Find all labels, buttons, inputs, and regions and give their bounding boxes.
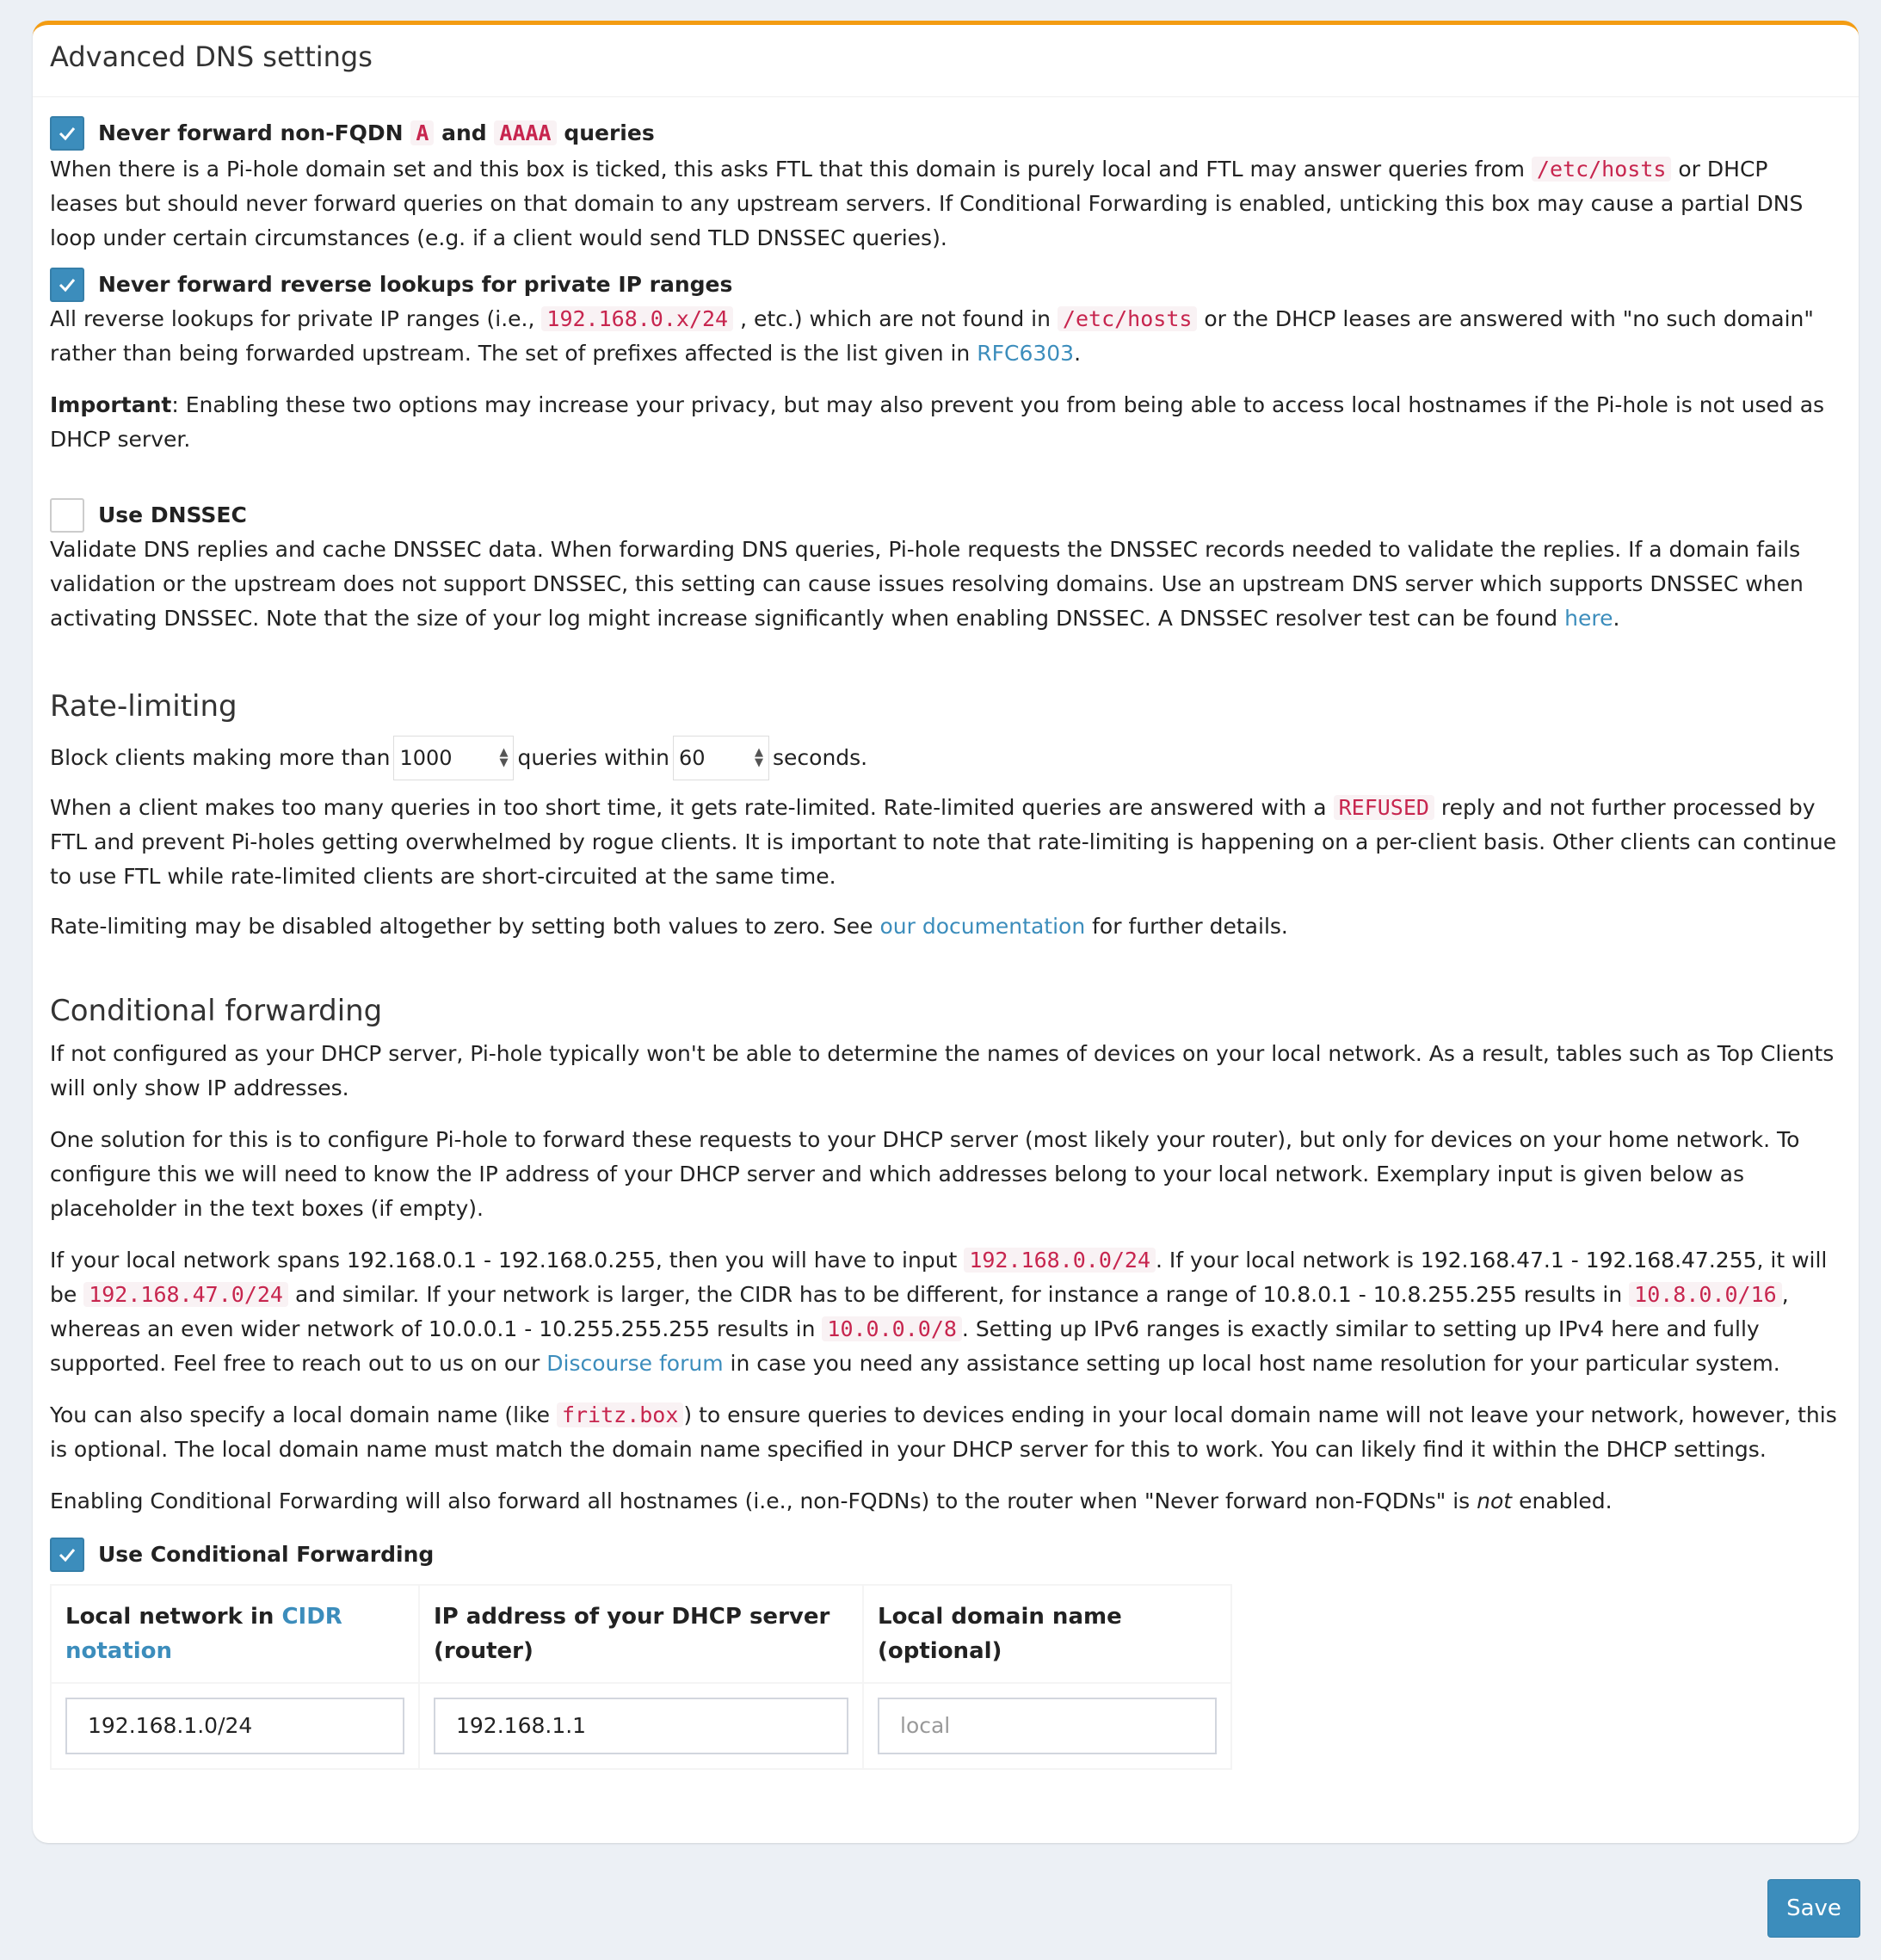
rate-count-input[interactable] xyxy=(393,736,514,780)
code-a: A xyxy=(410,120,434,145)
dnssec-desc-end: . xyxy=(1613,606,1620,631)
rate-prefix: Block clients making more than xyxy=(50,745,391,770)
non-fqdn-desc-2: or DHCP leases but should never forward queries on that domain to any upstream servers. If Conditional Forwarding is enabled, unticking this box may cause a partial DNS loop under certain circumstances (e.g. if a client would send TLD DNSSEC queries). xyxy=(50,157,1804,250)
rate-count-value: 1000 xyxy=(399,746,453,770)
rate-desc-2: reply and not further processed by FTL and prevent Pi-holes getting overwhelmed by rogue clients. It is important to note that rate-limiting is happening on a per-client basis. Other clients can continue to use FTL while rate-limited clients are short-circuited at the same time. xyxy=(50,795,1837,889)
documentation-link[interactable]: our documentation xyxy=(879,914,1086,939)
code-private-range: 192.168.0.x/24 xyxy=(541,306,733,331)
router-ip-input[interactable]: 192.168.1.1 xyxy=(434,1698,848,1754)
dnssec-test-link[interactable]: here xyxy=(1564,606,1613,631)
non-fqdn-row xyxy=(50,116,1841,151)
cond-paragraph-2: One solution for this is to configure Pi-hole to forward these requests to your DHCP server (most likely your router), but only for devices on your home network. To configure this we will need to know the IP address of your DHCP server and which addresses belong to your local network. Exemplary input is given below as placeholder in the text boxes (if empty). xyxy=(50,1127,1800,1221)
rate-suffix: seconds. xyxy=(773,745,868,770)
cond-p3-text-e: . Setting up IPv6 ranges is exactly similar to setting up IPv4 here and fully supported. Feel free to reach out to us on our xyxy=(50,1316,1760,1376)
rate-desc-1: When a client makes too many queries in too short time, it gets rate-limited. Rate-limited queries are answered with a xyxy=(50,795,1327,820)
box-header xyxy=(33,25,1859,97)
table-row xyxy=(51,1683,1231,1769)
code-cidr-1: 192.168.0.0/24 xyxy=(964,1248,1156,1273)
dnssec-checkbox[interactable] xyxy=(50,498,84,533)
check-icon xyxy=(57,274,77,295)
rate-middle: queries within xyxy=(517,745,669,770)
non-fqdn-description xyxy=(50,152,1841,256)
cond-paragraph-4 xyxy=(50,1398,1841,1467)
check-icon xyxy=(57,123,77,144)
cond-paragraph-1: If not configured as your DHCP server, Pi-hole typically won't be able to determine the names of devices on your local network. As a result, tables such as Top Clients will only show IP addresses. xyxy=(50,1041,1835,1100)
col-network-label: Local network in xyxy=(65,1604,274,1630)
box-title: Advanced DNS settings xyxy=(50,40,373,73)
reverse-label: Never forward reverse lookups for private IP ranges xyxy=(98,272,733,297)
rate-docs-note xyxy=(50,909,1841,944)
code-refused: REFUSED xyxy=(1334,795,1434,820)
reverse-desc-2: , etc.) which are not found in xyxy=(740,306,1051,331)
col-domain-header: Local domain name (optional) xyxy=(863,1585,1231,1683)
spinner-icon[interactable]: ▲ ▼ xyxy=(755,746,763,769)
col-router-header: IP address of your DHCP server (router) xyxy=(419,1585,863,1683)
dnssec-label: Use DNSSEC xyxy=(98,502,247,527)
cidr-notation-link[interactable]: CIDR notation xyxy=(65,1604,342,1664)
reverse-desc-3: or the DHCP leases are answered with "no such domain" rather than being forwarded upstream. The set of prefixes affected is the list given in xyxy=(50,306,1814,366)
domain-cell xyxy=(863,1683,1231,1769)
conditional-forwarding-heading: Conditional forwarding xyxy=(50,994,383,1028)
code-etc-hosts-2: /etc/hosts xyxy=(1058,306,1198,331)
col-network-header xyxy=(51,1585,419,1683)
rfc6303-link[interactable]: RFC6303 xyxy=(977,341,1075,366)
rate-interval-input[interactable] xyxy=(673,736,769,780)
cond-p4-text-b: ) to ensure queries to devices ending in your local domain name will not leave your network, however, this is optional. The local domain name must match the domain name specified in your DHCP server for this to work. You can likely find it within the DHCP settings. xyxy=(50,1402,1837,1462)
reverse-row xyxy=(50,268,1841,302)
network-input[interactable]: 192.168.1.0/24 xyxy=(65,1698,404,1754)
advanced-dns-box xyxy=(33,21,1859,1843)
cond-p3-text-d: , whereas an even wider network of 10.0.0.1 - 10.255.255.255 results in xyxy=(50,1282,1789,1341)
code-etc-hosts: /etc/hosts xyxy=(1532,157,1672,182)
use-cond-forwarding-label: Use Conditional Forwarding xyxy=(98,1542,435,1567)
box-body xyxy=(33,97,1859,1787)
reverse-checkbox[interactable] xyxy=(50,268,84,302)
spinner-icon[interactable]: ▲ ▼ xyxy=(499,746,509,769)
rate-description xyxy=(50,791,1841,894)
rate-interval-value: 60 xyxy=(679,746,706,770)
check-icon xyxy=(57,1544,77,1565)
code-cidr-3: 10.8.0.0/16 xyxy=(1629,1282,1782,1307)
dnssec-row xyxy=(50,498,1841,533)
cond-paragraph-3 xyxy=(50,1243,1841,1381)
code-cidr-4: 10.0.0.0/8 xyxy=(822,1316,962,1341)
non-fqdn-desc-1: When there is a Pi-hole domain set and this box is ticked, this asks FTL that this domain is purely local and FTL may answer queries from xyxy=(50,157,1525,182)
reverse-description xyxy=(50,302,1841,371)
important-note xyxy=(50,388,1841,457)
dnssec-description xyxy=(50,533,1841,636)
domain-name-input[interactable]: local xyxy=(878,1698,1217,1754)
router-cell xyxy=(419,1683,863,1769)
code-fritz-box: fritz.box xyxy=(557,1402,683,1427)
non-fqdn-label-and: and xyxy=(441,120,487,145)
discourse-forum-link[interactable]: Discourse forum xyxy=(546,1351,724,1376)
table-header-row xyxy=(51,1585,1231,1683)
non-fqdn-label-text: Never forward non-FQDN xyxy=(98,120,404,145)
reverse-desc-4: . xyxy=(1074,341,1082,366)
rate-limit-row xyxy=(50,736,1841,780)
non-fqdn-label-queries: queries xyxy=(564,120,655,145)
cond-p5-text-b: enabled. xyxy=(1519,1488,1613,1513)
cond-p5-emphasis: not xyxy=(1477,1488,1513,1513)
important-bold: Important xyxy=(50,392,172,417)
reverse-desc-1: All reverse lookups for private IP ranges (i.e., xyxy=(50,306,535,331)
cond-paragraph-5 xyxy=(50,1484,1841,1519)
non-fqdn-checkbox[interactable] xyxy=(50,116,84,151)
code-aaaa: AAAA xyxy=(494,120,556,145)
cond-p5-text-a: Enabling Conditional Forwarding will also forward all hostnames (i.e., non-FQDNs) to the router when "Never forward non-FQDNs" is xyxy=(50,1488,1471,1513)
dnssec-desc: Validate DNS replies and cache DNSSEC data. When forwarding DNS queries, Pi-hole requests the DNSSEC records needed to validate the replies. If a domain fails validation or the upstream does not support DNSSEC, this setting can cause issues resolving domains. Use an upstream DNS server which supports DNSSEC when activating DNSSEC. Note that the size of your log might increase significantly when enabling DNSSEC. A DNSSEC resolver test can be found xyxy=(50,537,1804,631)
cond-p3-text-b: . If your local network is 192.168.47.1 - 192.168.47.255, it will be xyxy=(50,1248,1828,1307)
non-fqdn-label xyxy=(98,116,655,151)
code-cidr-2: 192.168.47.0/24 xyxy=(83,1282,288,1307)
cond-p3-text-f: in case you need any assistance setting up local host name resolution for your particular system. xyxy=(730,1351,1780,1376)
rate-limiting-heading: Rate-limiting xyxy=(50,689,237,724)
rate-docs-text-2: for further details. xyxy=(1092,914,1288,939)
use-cond-forwarding-row xyxy=(50,1538,1841,1572)
use-cond-forwarding-checkbox[interactable] xyxy=(50,1538,84,1572)
important-text: : Enabling these two options may increase your privacy, but may also prevent you from being able to access local hostnames if the Pi-hole is not used as DHCP server. xyxy=(50,392,1825,452)
network-cell xyxy=(51,1683,419,1769)
cond-p4-text-a: You can also specify a local domain name (like xyxy=(50,1402,550,1427)
cond-p3-text-c: and similar. If your network is larger, the CIDR has to be different, for instance a range of 10.8.0.1 - 10.8.255.255 results in xyxy=(294,1282,1623,1307)
rate-docs-text-1: Rate-limiting may be disabled altogether by setting both values to zero. See xyxy=(50,914,873,939)
cond-p3-text-a: If your local network spans 192.168.0.1 - 192.168.0.255, then you will have to input xyxy=(50,1248,958,1273)
save-button[interactable]: Save xyxy=(1767,1879,1860,1938)
cond-forwarding-table xyxy=(50,1584,1232,1770)
